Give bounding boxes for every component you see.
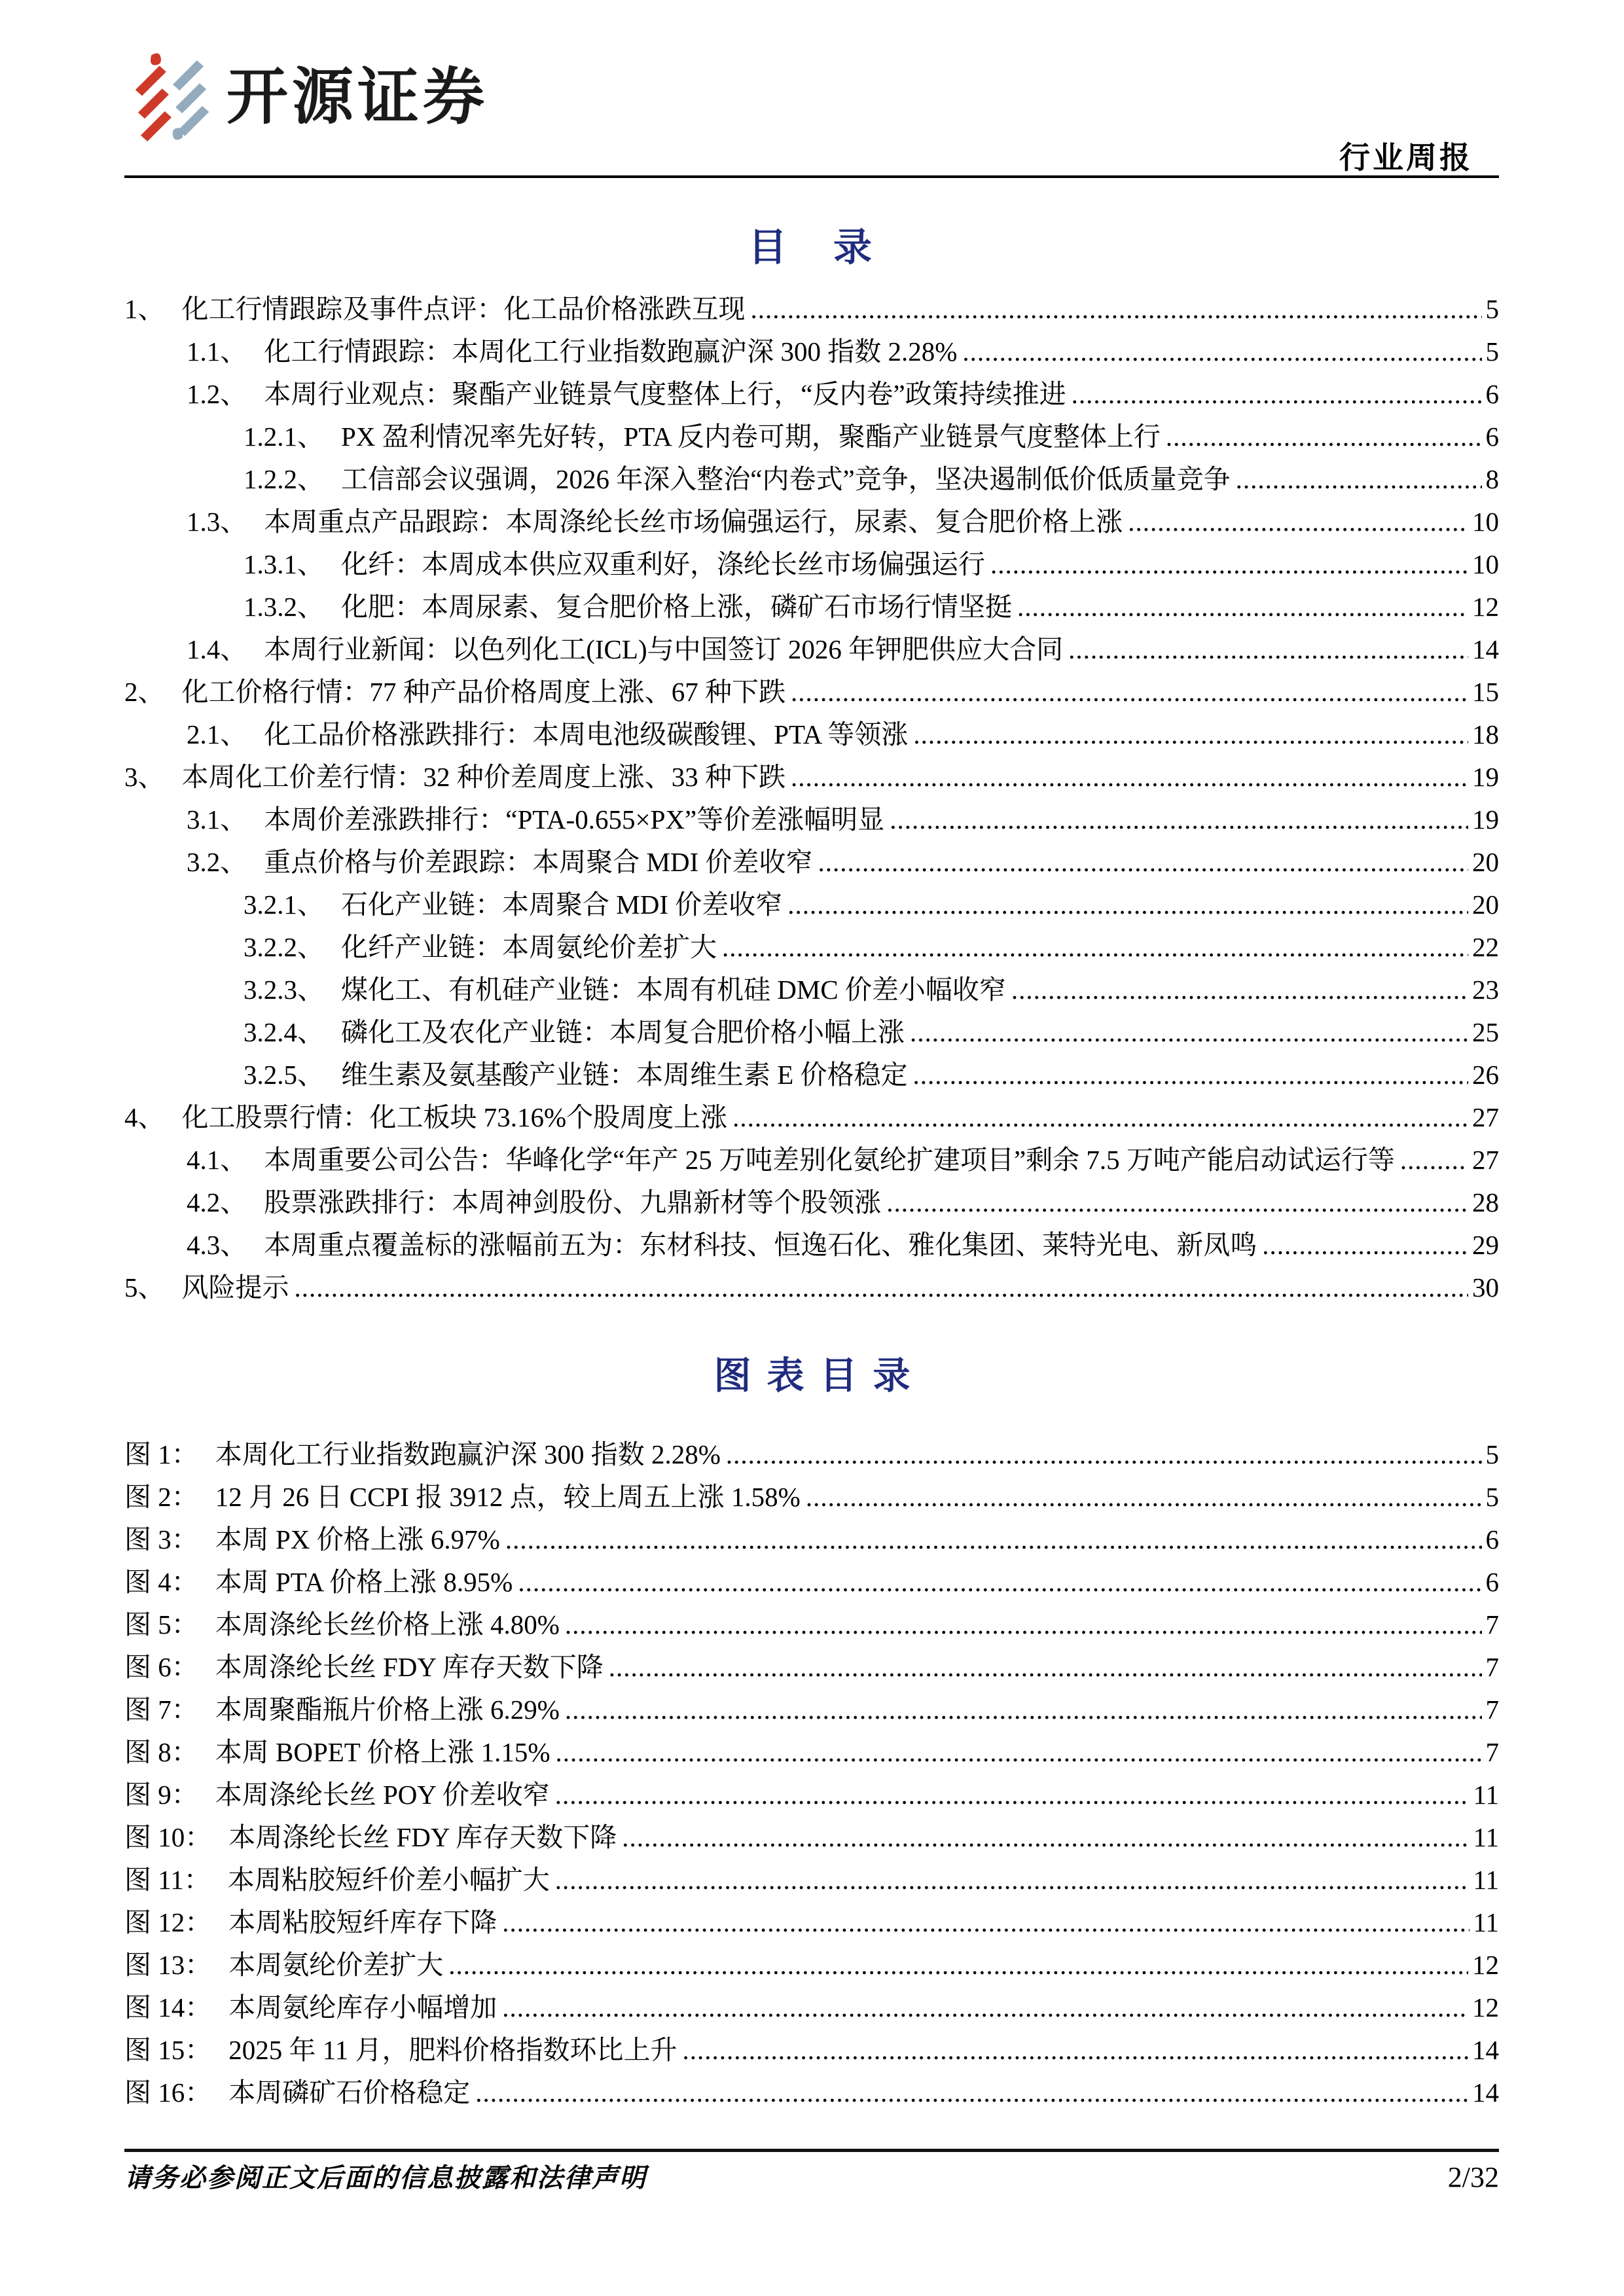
dot-leader (1400, 1139, 1468, 1181)
footer-rule (124, 2149, 1499, 2152)
toc-entry[interactable] (124, 841, 1499, 884)
toc-entry[interactable] (124, 2072, 1499, 2114)
toc-entry-page-number: 11 (1473, 1865, 1499, 1895)
toc-entry-number: 图 15： (124, 2035, 212, 2065)
toc-entry[interactable] (124, 586, 1499, 628)
toc-entry[interactable] (124, 1944, 1499, 1986)
toc-entry-page-number: 6 (1485, 1567, 1499, 1597)
toc-entry-text: 本周重点覆盖标的涨幅前五为：东材科技、恒逸石化、雅化集团、莱特光电、新凤鸣 (264, 1230, 1257, 1260)
dot-leader (518, 1561, 1481, 1604)
toc-entry-number: 图 9： (124, 1780, 198, 1810)
toc-entry-page-number: 20 (1472, 847, 1499, 877)
toc-entry-page-number: 11 (1473, 1780, 1499, 1810)
toc-entry-page-number: 10 (1472, 507, 1499, 537)
brand-logo-icon (130, 51, 213, 141)
report-type-label: 行业周报 (1339, 141, 1473, 175)
dot-leader (555, 1859, 1470, 1901)
toc-entry-number: 图 16： (124, 2077, 212, 2108)
toc-entry-text: 本周粘胶短纤价差小幅扩大 (227, 1865, 550, 1895)
toc-entry-text: 本周涤纶长丝价格上涨 4.80% (215, 1609, 560, 1640)
toc-entry-number: 图 2： (124, 1482, 198, 1512)
toc-entry-text: 股票涨跌排行：本周神剑股份、九鼎新材等个股领涨 (264, 1187, 882, 1217)
toc-entry[interactable] (124, 1181, 1499, 1224)
toc-list (124, 288, 1499, 1309)
toc-entry[interactable] (124, 713, 1499, 756)
toc-entry-text: 本周 BOPET 价格上涨 1.15% (215, 1737, 550, 1767)
toc-entry-number: 4.3、 (187, 1230, 247, 1260)
toc-entry-text: 本周化工行业指数跑赢沪深 300 指数 2.28% (215, 1439, 721, 1469)
toc-entry-number: 3.2.2、 (244, 932, 324, 962)
dot-leader (726, 1433, 1482, 1476)
toc-entry-number: 3.2、 (187, 847, 247, 877)
toc-entry[interactable] (124, 628, 1499, 671)
figure-toc-list (124, 1433, 1499, 2114)
dot-leader (475, 2072, 1468, 2114)
toc-entry-page-number: 10 (1472, 549, 1499, 579)
toc-entry-number: 1.1、 (187, 336, 247, 367)
dot-leader (962, 331, 1481, 373)
dot-leader (791, 671, 1468, 713)
toc-entry-page-number: 5 (1485, 1439, 1499, 1469)
toc-entry-text: 本周 PX 价格上涨 6.97% (215, 1524, 500, 1554)
dot-leader (609, 1646, 1482, 1689)
toc-entry-page-number: 7 (1485, 1737, 1499, 1767)
dot-leader (1236, 458, 1482, 501)
dot-leader (1017, 586, 1468, 628)
footer-page-indicator: 2/32 (1447, 2161, 1499, 2193)
toc-entry-text: 化纤产业链：本周氨纶价差扩大 (341, 932, 717, 962)
toc-entry-page-number: 12 (1472, 1950, 1499, 1980)
toc-entry-page-number: 8 (1485, 464, 1499, 494)
toc-entry-text: 本周重要公司公告：华峰化学“年产 25 万吨差别化氨纶扩建项目”剩余 7.5 万吨产能启动试运行等 (264, 1145, 1395, 1175)
toc-entry-text: 本周化工价差行情：32 种价差周度上涨、33 种下跌 (181, 762, 785, 792)
toc-entry-number: 1.3.1、 (244, 549, 324, 579)
dot-leader (818, 841, 1468, 884)
toc-entry[interactable] (124, 2029, 1499, 2072)
footer (124, 2157, 1499, 2195)
toc-entry-text: 化工股票行情：化工板块 73.16%个股周度上涨 (181, 1102, 728, 1132)
toc-entry-number: 5、 (124, 1272, 165, 1302)
toc-entry-page-number: 27 (1472, 1145, 1499, 1175)
toc-entry-number: 图 13： (124, 1950, 212, 1980)
toc-entry-text: 12 月 26 日 CCPI 报 3912 点，较上周五上涨 1.58% (215, 1482, 801, 1512)
toc-entry-page-number: 19 (1472, 804, 1499, 834)
toc-entry-page-number: 15 (1472, 677, 1499, 707)
dot-leader (886, 1181, 1468, 1224)
toc-entry-number: 4、 (124, 1102, 165, 1132)
toc-entry[interactable] (124, 1476, 1499, 1518)
toc-entry[interactable] (124, 1054, 1499, 1096)
dot-leader (751, 288, 1482, 331)
toc-entry[interactable] (124, 926, 1499, 969)
dot-leader (913, 713, 1468, 756)
toc-entry-page-number: 12 (1472, 1992, 1499, 2022)
toc-entry[interactable] (124, 1011, 1499, 1054)
dot-leader (502, 1901, 1469, 1944)
toc-entry-page-number: 14 (1472, 2035, 1499, 2065)
dot-leader (556, 1731, 1482, 1774)
footer-disclaimer: 请务必参阅正文后面的信息披露和法律声明 (124, 2163, 647, 2193)
toc-entry-text: 石化产业链：本周聚合 MDI 价差收窄 (341, 889, 783, 920)
dot-leader (682, 2029, 1468, 2072)
toc-entry-number: 图 1： (124, 1439, 198, 1469)
toc-entry[interactable] (124, 1901, 1499, 1944)
toc-entry-number: 1.3、 (187, 507, 247, 537)
dot-leader (722, 926, 1468, 969)
toc-entry-page-number: 26 (1472, 1060, 1499, 1090)
brand-name: 开源证券 (226, 62, 489, 131)
toc-entry[interactable] (124, 1224, 1499, 1266)
toc-entry-number: 图 8： (124, 1737, 198, 1767)
toc-entry-page-number: 6 (1485, 422, 1499, 452)
toc-entry-number: 3.2.4、 (244, 1017, 324, 1047)
toc-entry-text: 化工价格行情：77 种产品价格周度上涨、67 种下跌 (181, 677, 785, 707)
dot-leader (791, 756, 1468, 798)
toc-entry-text: 本周粘胶短纤库存下降 (228, 1907, 497, 1937)
toc-entry[interactable] (124, 288, 1499, 331)
toc-entry[interactable] (124, 1518, 1499, 1561)
toc-entry-text: 化工行情跟踪及事件点评：化工品价格涨跌互现 (181, 294, 746, 324)
figures-title: 图表目录 (713, 1355, 926, 1397)
toc-entry-number: 3.2.1、 (244, 889, 324, 920)
toc-entry[interactable] (124, 1561, 1499, 1604)
toc-entry-page-number: 5 (1485, 1482, 1499, 1512)
toc-entry-text: 化工行情跟踪：本周化工行业指数跑赢沪深 300 指数 2.28% (264, 336, 958, 367)
toc-entry[interactable] (124, 884, 1499, 926)
toc-entry-page-number: 14 (1472, 634, 1499, 664)
toc-entry-page-number: 20 (1472, 889, 1499, 920)
toc-entry-page-number: 30 (1472, 1272, 1499, 1302)
toc-entry-text: 煤化工、有机硅产业链：本周有机硅 DMC 价差小幅收窄 (341, 975, 1006, 1005)
toc-entry[interactable] (124, 671, 1499, 713)
toc-entry-page-number: 14 (1472, 2077, 1499, 2108)
toc-entry-page-number: 6 (1485, 1524, 1499, 1554)
toc-entry-number: 3.1、 (187, 804, 247, 834)
toc-entry-number: 4.1、 (187, 1145, 247, 1175)
toc-entry-number: 3.2.5、 (244, 1060, 324, 1090)
dot-leader (622, 1816, 1469, 1859)
toc-entry-page-number: 29 (1472, 1230, 1499, 1260)
dot-leader (732, 1096, 1468, 1139)
toc-entry[interactable] (124, 1859, 1499, 1901)
toc-entry-text: 本周氨纶库存小幅增加 (228, 1992, 497, 2022)
toc-entry-page-number: 22 (1472, 932, 1499, 962)
dot-leader (502, 1986, 1468, 2029)
toc-entry-text: 本周涤纶长丝 FDY 库存天数下降 (228, 1822, 617, 1852)
dot-leader (295, 1266, 1469, 1309)
toc-entry[interactable] (124, 969, 1499, 1011)
dot-leader (1068, 628, 1468, 671)
toc-entry-number: 3.2.3、 (244, 975, 324, 1005)
toc-entry-page-number: 18 (1472, 719, 1499, 749)
toc-entry-page-number: 19 (1472, 762, 1499, 792)
toc-entry-page-number: 11 (1473, 1822, 1499, 1852)
toc-entry-text: 本周行业新闻：以色列化工(ICL)与中国签订 2026 年钾肥供应大合同 (264, 634, 1064, 664)
toc-entry[interactable] (124, 458, 1499, 501)
toc-entry[interactable] (124, 1646, 1499, 1689)
toc-entry-text: 本周涤纶长丝 POY 价差收窄 (215, 1780, 550, 1810)
toc-entry-text: 本周聚酯瓶片价格上涨 6.29% (215, 1695, 560, 1725)
dot-leader (890, 798, 1468, 841)
toc-title: 目 录 (748, 226, 876, 269)
dot-leader (990, 543, 1468, 586)
toc-entry[interactable] (124, 1986, 1499, 2029)
toc-entry-text: 化纤：本周成本供应双重利好，涤纶长丝市场偏强运行 (341, 549, 985, 579)
toc-entry-number: 图 10： (124, 1822, 212, 1852)
toc-entry-number: 2.1、 (187, 719, 247, 749)
toc-entry-page-number: 25 (1472, 1017, 1499, 1047)
toc-entry-text: 本周涤纶长丝 FDY 库存天数下降 (215, 1652, 604, 1682)
toc-entry[interactable] (124, 416, 1499, 458)
brand-logo (130, 51, 488, 141)
dot-leader (913, 1054, 1468, 1096)
dot-leader (1011, 969, 1468, 1011)
toc-entry-number: 1.4、 (187, 634, 247, 664)
toc-entry-number: 1.2.1、 (244, 422, 324, 452)
toc-entry[interactable] (124, 1731, 1499, 1774)
dot-leader (787, 884, 1468, 926)
toc-entry-text: 重点价格与价差跟踪：本周聚合 MDI 价差收窄 (264, 847, 813, 877)
toc-entry-text: 本周行业观点：聚酯产业链景气度整体上行，“反内卷”政策持续推进 (264, 379, 1066, 409)
toc-entry-page-number: 5 (1485, 336, 1499, 367)
toc-entry-number: 1.2.2、 (244, 464, 324, 494)
dot-leader (565, 1689, 1482, 1731)
toc-entry[interactable] (124, 798, 1499, 841)
toc-entry-text: 本周磷矿石价格稳定 (228, 2077, 471, 2108)
header-rule (124, 175, 1499, 178)
toc-entry-page-number: 28 (1472, 1187, 1499, 1217)
toc-entry-number: 图 5： (124, 1609, 198, 1640)
toc-entry-text: 2025 年 11 月，肥料价格指数环比上升 (228, 2035, 677, 2065)
dot-leader (1128, 501, 1468, 543)
toc-entry[interactable] (124, 1816, 1499, 1859)
toc-entry-text: 本周 PTA 价格上涨 8.95% (215, 1567, 513, 1597)
dot-leader (1166, 416, 1482, 458)
toc-entry-text: 工信部会议强调，2026 年深入整治“内卷式”竞争，坚决遏制低价低质量竞争 (341, 464, 1231, 494)
toc-entry-text: 维生素及氨基酸产业链：本周维生素 E 价格稳定 (341, 1060, 908, 1090)
toc-entry-page-number: 7 (1485, 1695, 1499, 1725)
toc-entry-number: 图 14： (124, 1992, 212, 2022)
toc-entry[interactable] (124, 1266, 1499, 1309)
toc-entry-page-number: 7 (1485, 1609, 1499, 1640)
dot-leader (910, 1011, 1468, 1054)
toc-entry-number: 图 12： (124, 1907, 212, 1937)
toc-entry[interactable] (124, 331, 1499, 373)
toc-entry-text: 风险提示 (181, 1272, 289, 1302)
toc-entry[interactable] (124, 1604, 1499, 1646)
toc-entry-page-number: 5 (1485, 294, 1499, 324)
dot-leader (505, 1518, 1482, 1561)
toc-entry-text: 化肥：本周尿素、复合肥价格上涨，磷矿石市场行情坚挺 (341, 592, 1012, 622)
toc-entry[interactable] (124, 373, 1499, 416)
dot-leader (448, 1944, 1468, 1986)
toc-entry-number: 1、 (124, 294, 165, 324)
toc-entry[interactable] (124, 1096, 1499, 1139)
toc-entry-page-number: 6 (1485, 379, 1499, 409)
toc-entry-number: 图 4： (124, 1567, 198, 1597)
toc-entry-number: 3、 (124, 762, 165, 792)
dot-leader (565, 1604, 1482, 1646)
toc-entry[interactable] (124, 1774, 1499, 1816)
toc-entry-number: 图 6： (124, 1652, 198, 1682)
toc-entry-text: 本周重点产品跟踪：本周涤纶长丝市场偏强运行，尿素、复合肥价格上涨 (264, 507, 1123, 537)
dot-leader (1262, 1224, 1468, 1266)
toc-entry-text: 本周氨纶价差扩大 (228, 1950, 444, 1980)
toc-entry-page-number: 7 (1485, 1652, 1499, 1682)
toc-entry[interactable] (124, 543, 1499, 586)
toc-entry-number: 图 11： (124, 1865, 211, 1895)
toc-entry-page-number: 12 (1472, 592, 1499, 622)
toc-entry-number: 1.2、 (187, 379, 247, 409)
dot-leader (806, 1476, 1482, 1518)
toc-entry[interactable] (124, 1433, 1499, 1476)
toc-entry-page-number: 11 (1473, 1907, 1499, 1937)
toc-entry-number: 1.3.2、 (244, 592, 324, 622)
toc-entry-number: 2、 (124, 677, 165, 707)
dot-leader (555, 1774, 1470, 1816)
toc-entry-page-number: 23 (1472, 975, 1499, 1005)
toc-entry-number: 图 7： (124, 1695, 198, 1725)
logo-gray-stripes (173, 60, 209, 139)
toc-entry-text: 化工品价格涨跌排行：本周电池级碳酸锂、PTA 等领涨 (264, 719, 909, 749)
dot-leader (1072, 373, 1482, 416)
logo-red-stripes (135, 53, 171, 141)
toc-entry-text: PX 盈利情况率先好转，PTA 反内卷可期，聚酯产业链景气度整体上行 (341, 422, 1161, 452)
toc-entry[interactable] (124, 756, 1499, 798)
toc-entry-page-number: 27 (1472, 1102, 1499, 1132)
toc-entry[interactable] (124, 1689, 1499, 1731)
toc-entry[interactable] (124, 1139, 1499, 1181)
toc-entry-number: 图 3： (124, 1524, 198, 1554)
toc-entry-number: 4.2、 (187, 1187, 247, 1217)
toc-entry-text: 本周价差涨跌排行：“PTA-0.655×PX”等价差涨幅明显 (264, 804, 885, 834)
toc-entry-text: 磷化工及农化产业链：本周复合肥价格小幅上涨 (341, 1017, 905, 1047)
toc-entry[interactable] (124, 501, 1499, 543)
